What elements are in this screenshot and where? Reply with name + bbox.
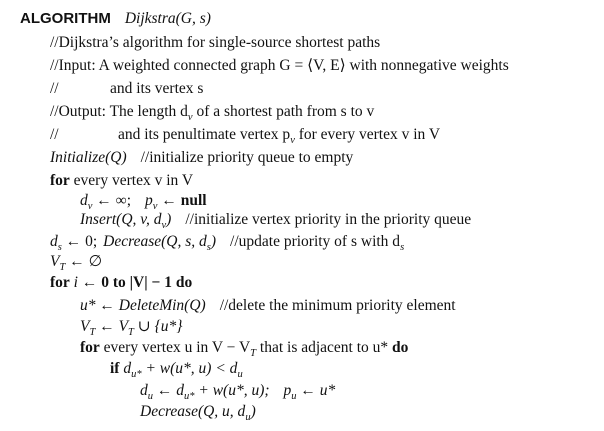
dv-var: d xyxy=(80,192,88,209)
pv-sub: v xyxy=(152,201,158,212)
comment-output-2-slash: // xyxy=(50,126,59,143)
initialize-call: Initialize(Q) xyxy=(50,149,127,166)
decrease-s-comment: //update priority of s with d xyxy=(230,233,401,250)
insert-comment: //initialize vertex priority in the priority queue xyxy=(185,211,472,228)
comment-input-2-slash: // xyxy=(50,80,59,97)
comment-input-2 xyxy=(50,79,59,99)
vt2-sub2: T xyxy=(128,327,134,338)
comment-input-2-cont xyxy=(110,79,203,99)
decrease-u-sub: u xyxy=(245,412,251,423)
decrease-s-sub: s xyxy=(206,242,211,253)
if-keyword: if xyxy=(110,360,120,377)
if-mid: + w(u*, u) < d xyxy=(141,360,238,377)
insert-call: Insert(Q, v, d xyxy=(80,211,162,228)
vt-var: V xyxy=(50,253,60,270)
comment-output-1-suffix: of a shortest path from s to v xyxy=(192,103,375,120)
comment-output-1 xyxy=(50,102,374,124)
assign-empty: ← ∅ xyxy=(65,253,103,270)
decrease-s-close: ) xyxy=(210,233,217,250)
comment-output-2 xyxy=(50,125,59,145)
algorithm-signature: Dijkstra(G, s) xyxy=(124,10,211,27)
for-vertices-text: every vertex v in V xyxy=(69,172,194,189)
pu-suffix: ← u* xyxy=(296,382,336,399)
for-adjacent-suffix: that is adjacent to u* xyxy=(256,339,393,356)
comment-input-2-text: and its vertex s xyxy=(110,80,204,97)
code-vt-union xyxy=(80,317,183,339)
pu-var: p xyxy=(283,382,292,399)
assign-infinity: ← ∞; xyxy=(92,192,132,209)
for-adjacent-keyword: for xyxy=(80,339,100,356)
du-mid: ← d xyxy=(153,382,184,399)
for-i-arrow: ← xyxy=(81,274,102,291)
algorithm-keyword: ALGORITHM xyxy=(20,10,111,27)
comment-output-1-prefix: //Output: The length d xyxy=(50,103,188,120)
code-initialize xyxy=(50,148,353,168)
comment-output-1-sub: v xyxy=(187,112,193,123)
for-adjacent-do: do xyxy=(392,339,409,356)
vt2-var: V xyxy=(80,318,90,335)
code-decrease-u xyxy=(140,402,256,424)
comment-output-2-sub: v xyxy=(290,135,295,146)
comment-input-1-text: //Input: A weighted connected graph G = ⟨V, E⟩ with nonnegative weights xyxy=(50,57,509,74)
code-insert xyxy=(80,210,471,232)
code-init-ds xyxy=(50,232,404,254)
for-adjacent-prefix: every vertex u in V − V xyxy=(99,339,251,356)
code-for-vertices xyxy=(50,171,193,191)
comment-output-2-cont xyxy=(118,125,440,147)
code-init-vt xyxy=(50,252,102,274)
comment-input-1 xyxy=(50,56,509,76)
du-var: d xyxy=(140,382,148,399)
pv-var: p xyxy=(145,192,153,209)
code-for-i xyxy=(50,273,192,293)
null-keyword: null xyxy=(180,192,207,209)
code-for-adjacent xyxy=(80,338,408,360)
initialize-comment: //initialize priority queue to empty xyxy=(140,149,354,166)
du-suffix: + w(u*, u); xyxy=(194,382,270,399)
for-adjacent-sub: T xyxy=(250,348,257,359)
for-i-range: 0 to |V| − 1 xyxy=(101,274,172,291)
deletemin-call: DeleteMin(Q) xyxy=(118,297,206,314)
comment-title xyxy=(50,33,380,53)
vt2-mid: ← V xyxy=(95,318,129,335)
decrease-u-close: ) xyxy=(250,403,256,420)
assign-arrow: ← xyxy=(157,192,181,209)
vt-sub: T xyxy=(59,262,66,273)
for-i-do: do xyxy=(175,274,193,291)
insert-sub: v xyxy=(161,220,167,231)
comment-output-2-suffix: for every vertex v in V xyxy=(294,126,441,143)
du-sub2: u* xyxy=(184,391,195,402)
decrease-s-comment-sub: s xyxy=(400,242,405,253)
du-sub: u xyxy=(147,391,153,402)
code-update-du xyxy=(140,381,335,403)
dv-sub: v xyxy=(87,201,93,212)
code-if xyxy=(110,359,243,381)
decrease-s-call: Decrease(Q, s, d xyxy=(103,233,207,250)
ds-sub: s xyxy=(57,242,62,253)
insert-close: ) xyxy=(166,211,172,228)
code-deletemin xyxy=(80,296,456,316)
ds-var: d xyxy=(50,233,58,250)
ustar-assign: u* ← xyxy=(80,297,119,314)
for-i-var: i xyxy=(69,274,82,291)
vt2-suffix: ∪ {u*} xyxy=(133,318,183,335)
pu-sub: u xyxy=(291,391,297,402)
vt2-sub: T xyxy=(89,327,96,338)
if-d-sub: u* xyxy=(131,369,142,380)
algorithm-header xyxy=(20,9,211,29)
deletemin-comment: //delete the minimum priority element xyxy=(219,297,456,314)
if-d-var: d xyxy=(119,360,132,377)
decrease-u-call: Decrease(Q, u, d xyxy=(140,403,246,420)
comment-title-text: //Dijkstra’s algorithm for single-source shortest paths xyxy=(50,34,381,51)
assign-zero: ← 0; xyxy=(61,233,98,250)
for-i-keyword: for xyxy=(50,274,70,291)
comment-output-2-prefix: and its penultimate vertex p xyxy=(118,126,291,143)
for-keyword: for xyxy=(50,172,70,189)
if-sub2: u xyxy=(237,369,243,380)
